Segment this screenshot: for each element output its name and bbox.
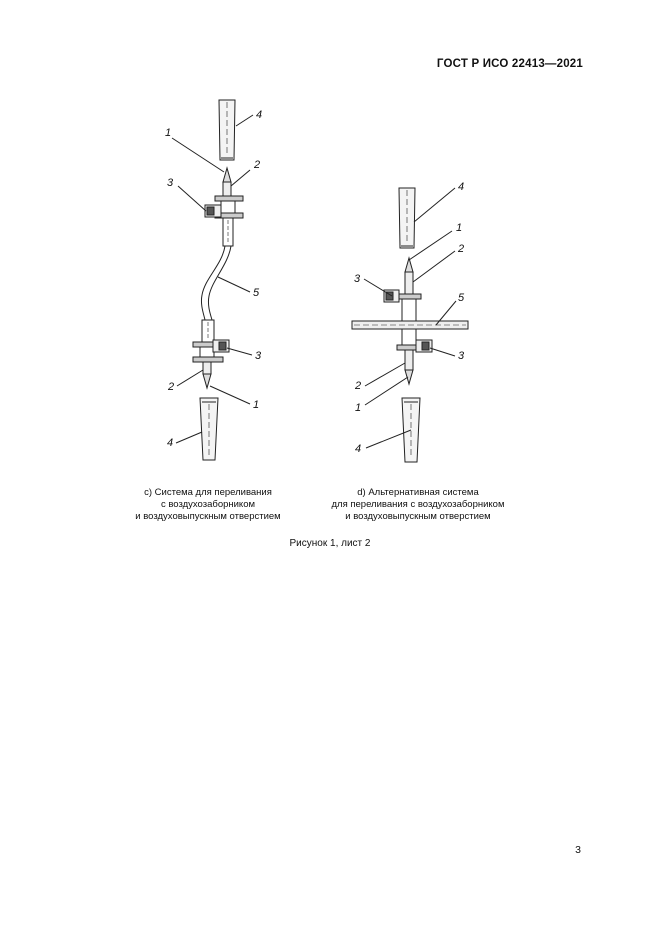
figure-d-label: 5 — [458, 292, 465, 304]
figure-d-label: 4 — [458, 181, 465, 193]
figure-c-label: 3 — [255, 350, 262, 362]
figure-d-label: 1 — [355, 402, 362, 414]
figure-c-label: 2 — [168, 381, 175, 393]
figure-d-label: 2 — [355, 380, 362, 392]
caption-line: и воздуховыпускным отверстием — [345, 511, 491, 522]
figure-c-label: 1 — [253, 399, 260, 411]
figure-title: Рисунок 1, лист 2 — [289, 538, 371, 549]
figure-d-label: 2 — [458, 243, 465, 255]
figure-c-drawing — [172, 100, 253, 460]
caption-line: и воздуховыпускным отверстием — [135, 511, 281, 522]
figure-c-label: 4 — [167, 437, 174, 449]
caption-line: d) Альтернативная система — [357, 487, 479, 498]
figure-d-drawing — [352, 188, 468, 462]
figure-c-caption — [120, 487, 296, 523]
caption-line: с воздухозаборником — [160, 499, 256, 510]
page-number: 3 — [575, 844, 581, 856]
figure-c-label: 4 — [256, 109, 263, 121]
figure-c-label: 3 — [167, 177, 174, 189]
caption-line: c) Система для переливания — [144, 487, 272, 498]
figure-c-label: 2 — [254, 159, 261, 171]
figure-c-label: 5 — [253, 287, 260, 299]
figure-d-label: 3 — [354, 273, 361, 285]
figure-c-label: 1 — [165, 127, 172, 139]
caption-line: для переливания с воздухозаборником — [331, 499, 505, 510]
standard-code-header: ГОСТ Р ИСО 22413—2021 — [436, 58, 583, 70]
figure-d-caption — [318, 487, 518, 523]
figure-d-label: 4 — [355, 443, 362, 455]
figure-d-label: 3 — [458, 350, 465, 362]
figure-d-label: 1 — [456, 222, 463, 234]
